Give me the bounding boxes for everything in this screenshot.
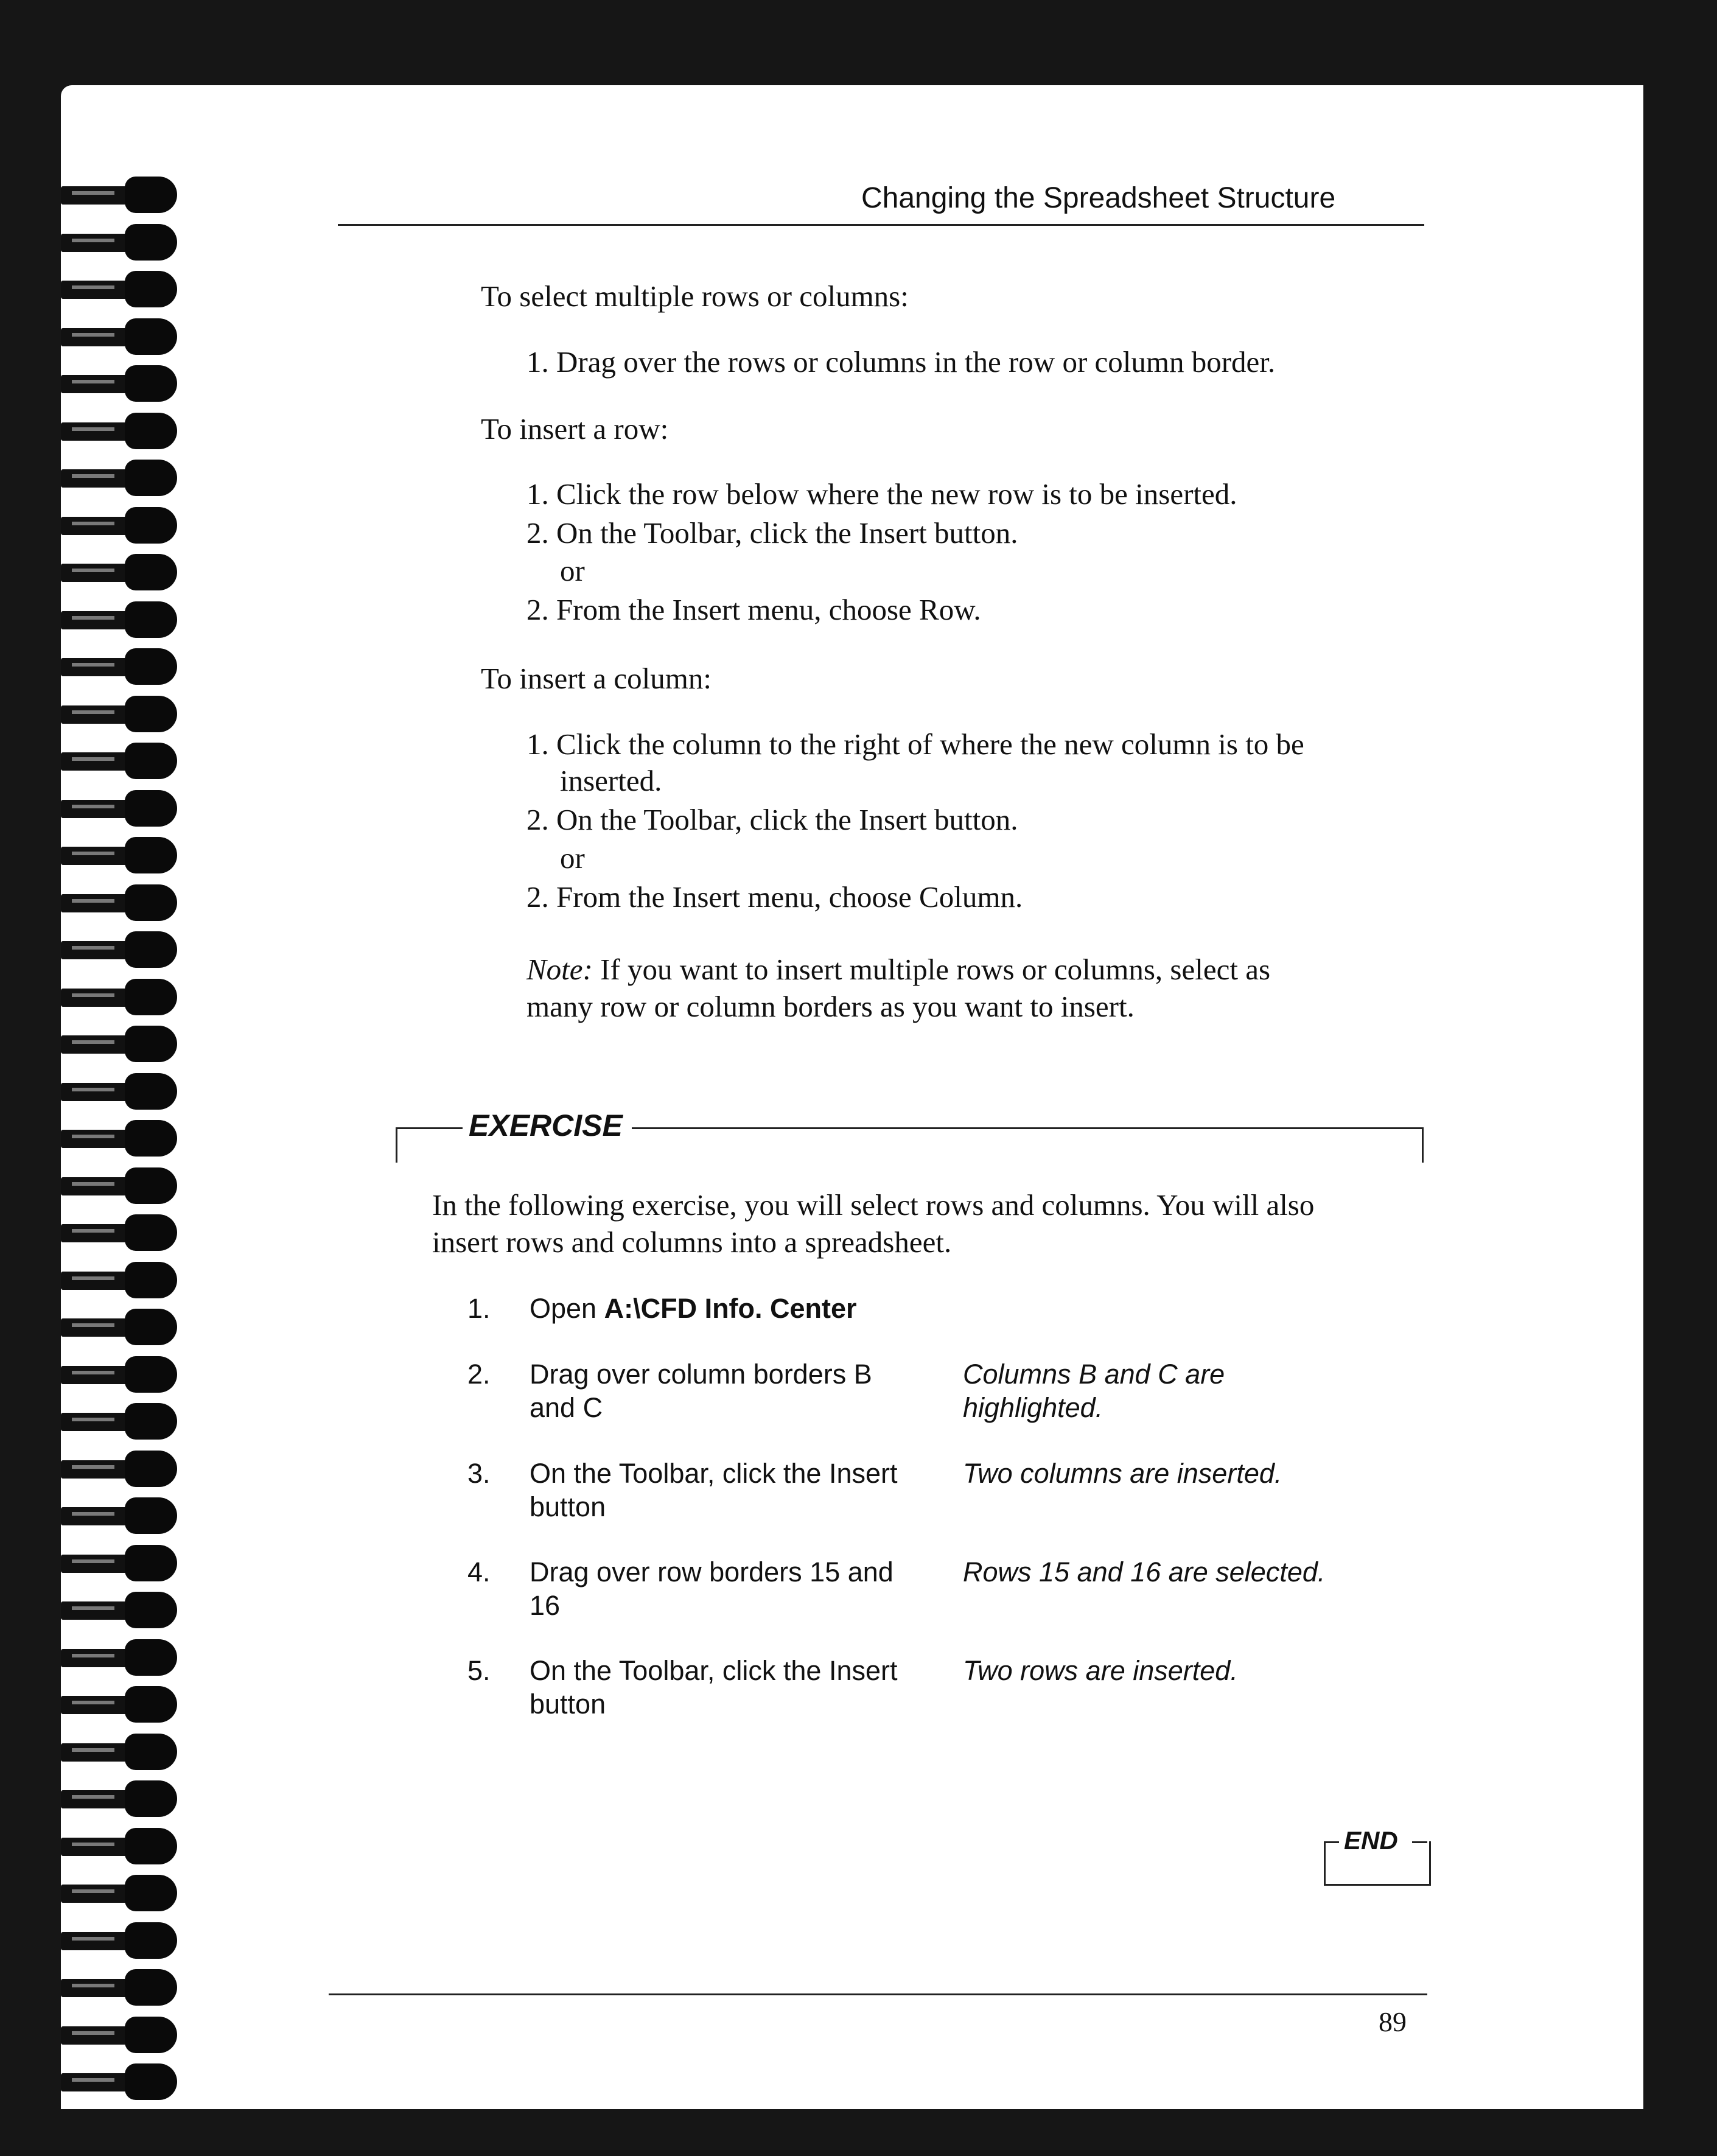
exercise-intro: In the following exercise, you will select rows and columns. You will also <box>432 1188 1315 1222</box>
spiral-coil <box>61 1073 183 1110</box>
spiral-coil <box>61 1120 183 1157</box>
exercise-step-action: Drag over row borders 15 and <box>530 1556 893 1587</box>
exercise-rule-left <box>396 1127 463 1129</box>
exercise-step-result: highlighted. <box>963 1392 1103 1423</box>
spiral-coil <box>61 2063 183 2100</box>
exercise-step-action: Drag over column borders B <box>530 1359 872 1390</box>
spiral-coil <box>61 554 183 590</box>
step-text: 1. Drag over the rows or columns in the row or column border. <box>526 345 1276 379</box>
spiral-coil <box>61 460 183 496</box>
spiral-coil <box>61 365 183 402</box>
spiral-coil <box>61 1356 183 1393</box>
step-text: 2. On the Toolbar, click the Insert button. <box>526 516 1018 550</box>
spiral-coil <box>61 1214 183 1251</box>
spiral-coil <box>61 2017 183 2053</box>
spiral-coil <box>61 1451 183 1487</box>
note-text: If you want to insert multiple rows or columns, select as <box>592 953 1271 986</box>
spiral-coil <box>61 648 183 685</box>
section-heading: To select multiple rows or columns: <box>481 279 909 313</box>
spiral-coil <box>61 979 183 1015</box>
spiral-coil <box>61 1497 183 1534</box>
spiral-coil <box>61 1969 183 2006</box>
exercise-title: EXERCISE <box>469 1108 623 1143</box>
page-number: 89 <box>1379 2006 1407 2037</box>
exercise-step-action: 16 <box>530 1590 561 1621</box>
section-heading: To insert a row: <box>481 412 669 446</box>
exercise-step-result: Columns B and C are <box>963 1359 1225 1390</box>
exercise-bracket-left <box>396 1127 397 1163</box>
spiral-coil <box>61 1828 183 1864</box>
note-label: Note: <box>526 953 593 986</box>
spiral-coil <box>61 1309 183 1345</box>
step-or: or <box>560 554 585 587</box>
spiral-coil <box>61 413 183 449</box>
section-heading: To insert a column: <box>481 662 712 695</box>
spiral-coil <box>61 1686 183 1723</box>
exercise-step-action: On the Toolbar, click the Insert <box>530 1655 898 1686</box>
file-path: A:\CFD Info. Center <box>604 1293 857 1324</box>
spiral-coil <box>61 1592 183 1628</box>
spiral-coil <box>61 601 183 638</box>
end-marker: END <box>1344 1826 1398 1855</box>
spiral-coil <box>61 1026 183 1062</box>
spiral-coil <box>61 1875 183 1911</box>
spiral-coil <box>61 1545 183 1581</box>
note-line <box>526 951 1270 988</box>
running-header: Changing the Spreadsheet Structure <box>861 182 1336 214</box>
spiral-coil <box>61 1403 183 1440</box>
spiral-coil <box>61 1167 183 1204</box>
spiral-coil <box>61 743 183 779</box>
spiral-coil <box>61 696 183 732</box>
spiral-coil <box>61 1262 183 1298</box>
exercise-step-number: 2. <box>467 1359 491 1390</box>
exercise-step-result: Two rows are inserted. <box>963 1655 1238 1686</box>
spiral-coil <box>61 837 183 873</box>
exercise-step-action: and C <box>530 1392 603 1423</box>
end-marker-tick <box>1412 1841 1427 1843</box>
exercise-step-number: 3. <box>467 1458 491 1489</box>
spiral-coil <box>61 931 183 968</box>
exercise-step-result: Two columns are inserted. <box>963 1458 1282 1489</box>
document-page <box>61 85 1643 2109</box>
step-text-continued: inserted. <box>560 764 662 797</box>
spiral-coil <box>61 790 183 827</box>
step-or: or <box>560 841 585 875</box>
exercise-step-action: On the Toolbar, click the Insert <box>530 1458 898 1489</box>
exercise-step-action: button <box>530 1491 606 1522</box>
exercise-step-result: Rows 15 and 16 are selected. <box>963 1556 1326 1587</box>
spiral-coil <box>61 1780 183 1817</box>
footer-rule <box>329 1993 1427 1995</box>
spiral-coil <box>61 1734 183 1770</box>
step-text: 1. Click the row below where the new row is to be inserted. <box>526 477 1237 511</box>
exercise-intro: insert rows and columns into a spreadsheet. <box>432 1225 952 1259</box>
step-text: 2. On the Toolbar, click the Insert button. <box>526 803 1018 836</box>
exercise-rule-right <box>632 1127 1423 1129</box>
spiral-coil <box>61 884 183 921</box>
exercise-step-number: 1. <box>467 1293 491 1324</box>
step-text: 1. Click the column to the right of where the new column is to be <box>526 727 1304 761</box>
spiral-coil <box>61 224 183 261</box>
exercise-step-number: 5. <box>467 1655 491 1686</box>
step-text: 2. From the Insert menu, choose Row. <box>526 593 981 626</box>
spiral-coil <box>61 1639 183 1676</box>
step-text: 2. From the Insert menu, choose Column. <box>526 880 1023 914</box>
spiral-coil <box>61 507 183 544</box>
exercise-step-action: button <box>530 1689 606 1720</box>
exercise-bracket-right <box>1422 1127 1424 1163</box>
note-line: many row or column borders as you want to insert. <box>526 990 1135 1023</box>
spiral-binding <box>61 177 183 2109</box>
spiral-coil <box>61 1922 183 1959</box>
spiral-coil <box>61 318 183 355</box>
exercise-step-action: Open A:\CFD Info. Center <box>530 1293 857 1324</box>
spiral-coil <box>61 177 183 213</box>
header-rule <box>338 224 1424 226</box>
end-marker-tick <box>1324 1841 1339 1843</box>
spiral-coil <box>61 271 183 307</box>
exercise-step-number: 4. <box>467 1556 491 1587</box>
